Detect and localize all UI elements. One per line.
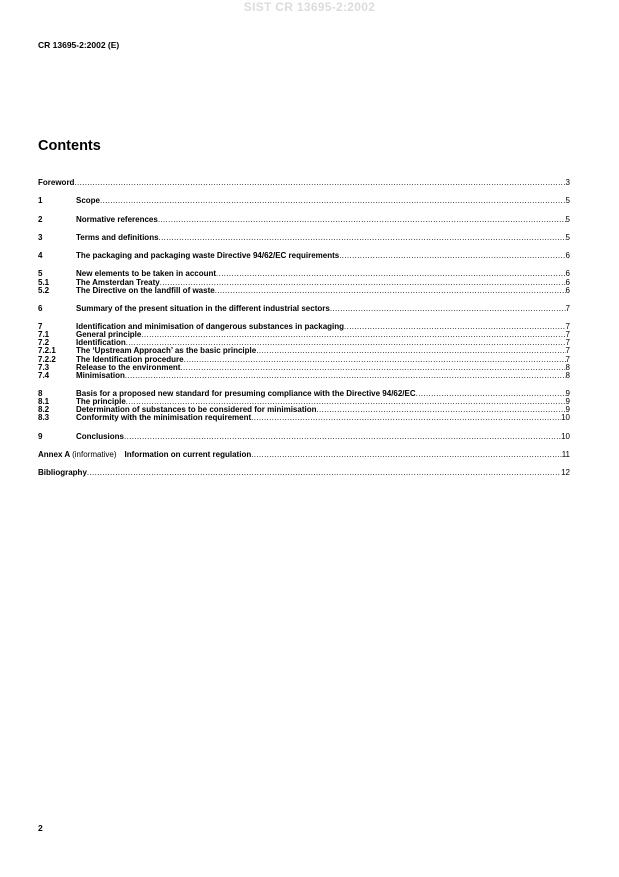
toc-page-number: 7 bbox=[565, 303, 570, 313]
dot-leader bbox=[184, 356, 566, 364]
toc-entry-text: Identification and minimisation of dangerous substances in packaging bbox=[76, 322, 345, 332]
toc-entry-text: The ‘Upstream Approach’ as the basic principle bbox=[76, 346, 257, 356]
toc-entry-foreword[interactable] bbox=[38, 179, 570, 187]
annex-label: Annex A bbox=[38, 449, 70, 459]
dot-leader bbox=[87, 469, 561, 477]
annex-note: (informative) bbox=[72, 449, 117, 459]
toc-page-number: 6 bbox=[565, 285, 570, 295]
toc-entry-text: Minimisation bbox=[76, 370, 125, 380]
dot-leader bbox=[158, 216, 566, 224]
dot-leader bbox=[125, 372, 566, 380]
toc-section-number: 7.2.2 bbox=[38, 354, 56, 364]
toc-section-number: 7.4 bbox=[38, 370, 50, 380]
toc-section-number: 7.3 bbox=[38, 362, 50, 372]
toc-page-number: 7 bbox=[565, 354, 570, 364]
toc-entry-text: Identification bbox=[76, 338, 126, 348]
toc-entry-text: The Amsterdan Treaty bbox=[76, 277, 160, 287]
toc-page-number: 7 bbox=[565, 322, 570, 332]
toc-entry-text: New elements to be taken in account bbox=[76, 269, 217, 279]
toc-page-number: 12 bbox=[561, 468, 570, 478]
toc-entry-4[interactable] bbox=[38, 252, 570, 260]
toc-entry-text: Terms and definitions bbox=[76, 232, 159, 242]
dot-leader bbox=[215, 287, 566, 295]
dot-leader bbox=[316, 406, 565, 414]
dot-leader bbox=[124, 433, 561, 441]
toc-page-number: 5 bbox=[565, 232, 570, 242]
toc-entry-text: The Directive on the landfill of waste bbox=[76, 285, 215, 295]
toc-page-number: 8 bbox=[565, 370, 570, 380]
toc-section-number: 7 bbox=[38, 322, 43, 332]
toc-page-number: 7 bbox=[565, 330, 570, 340]
toc-page-number: 10 bbox=[561, 431, 570, 441]
toc-section-number: 8 bbox=[38, 389, 43, 398]
toc-entry-annex-a[interactable] bbox=[38, 451, 570, 459]
dot-leader bbox=[339, 252, 565, 260]
dot-leader bbox=[216, 270, 566, 278]
toc-section-number: 7.1 bbox=[38, 330, 50, 340]
toc-page-number: 11 bbox=[561, 449, 570, 459]
dot-leader bbox=[141, 331, 565, 339]
dot-leader bbox=[330, 305, 566, 313]
toc-entry-8-3[interactable] bbox=[38, 414, 570, 422]
toc-section-number: 3 bbox=[38, 232, 43, 242]
toc-entry-5-2[interactable] bbox=[38, 287, 570, 295]
toc-section-number: 8.1 bbox=[38, 397, 50, 407]
toc-entry-9[interactable] bbox=[38, 433, 570, 441]
toc-page-number: 7 bbox=[565, 338, 570, 348]
toc-entry-3[interactable] bbox=[38, 234, 570, 242]
toc-section-number: 7.2.1 bbox=[38, 346, 56, 356]
toc-page-number: 6 bbox=[565, 251, 570, 261]
toc-entry-text: Bibliography bbox=[38, 468, 87, 478]
dot-leader bbox=[74, 179, 565, 187]
document-id: CR 13695-2:2002 (E) bbox=[38, 40, 120, 50]
toc-entry-text: Release to the environment bbox=[76, 362, 181, 372]
watermark: SIST CR 13695-2:2002 bbox=[243, 0, 376, 14]
dot-leader bbox=[180, 364, 565, 372]
dot-leader bbox=[159, 234, 566, 242]
toc-section-number: 5 bbox=[38, 269, 43, 279]
toc-entry-text: Foreword bbox=[38, 178, 75, 187]
toc-page-number: 9 bbox=[565, 397, 570, 407]
toc-entry-text: The principle bbox=[76, 397, 126, 407]
dot-leader bbox=[100, 197, 566, 205]
toc-page-number: 5 bbox=[565, 214, 570, 224]
toc-entry-text: Determination of substances to be considered for minimisation bbox=[76, 405, 317, 415]
toc-page-number: 6 bbox=[565, 269, 570, 279]
toc-entry-text bbox=[38, 451, 251, 459]
toc-section-number: 2 bbox=[38, 214, 43, 224]
table-of-contents bbox=[38, 179, 570, 477]
toc-section-number: 5.1 bbox=[38, 277, 50, 287]
dot-leader bbox=[416, 390, 566, 398]
toc-section-number: 8.2 bbox=[38, 405, 50, 415]
contents-title: Contents bbox=[38, 138, 101, 154]
toc-section-number: 8.3 bbox=[38, 413, 50, 423]
toc-page-number: 8 bbox=[565, 362, 570, 372]
toc-section-number: 5.2 bbox=[38, 285, 50, 295]
toc-page-number: 7 bbox=[565, 346, 570, 356]
page-number: 2 bbox=[38, 823, 43, 833]
toc-page-number: 3 bbox=[565, 178, 570, 187]
dot-leader bbox=[344, 323, 566, 331]
toc-entry-text: General principle bbox=[76, 330, 142, 340]
toc-entry-2[interactable] bbox=[38, 216, 570, 224]
toc-entry-text: Conformity with the minimisation requirement bbox=[76, 413, 252, 423]
toc-page-number: 9 bbox=[565, 405, 570, 415]
toc-entry-text: Scope bbox=[76, 196, 101, 206]
dot-leader bbox=[160, 279, 566, 287]
toc-section-number: 4 bbox=[38, 251, 43, 261]
toc-entry-text: The Identification procedure bbox=[76, 354, 184, 364]
dot-leader bbox=[251, 451, 561, 459]
toc-page-number: 10 bbox=[561, 413, 570, 423]
annex-title: Information on current regulation bbox=[124, 449, 252, 459]
toc-entry-7-4[interactable] bbox=[38, 372, 570, 380]
dot-leader bbox=[251, 414, 561, 422]
toc-entry-text: Conclusions bbox=[76, 431, 125, 441]
toc-entry-text: Basis for a proposed new standard for presuming compliance with the Directive 94/62/EC bbox=[76, 389, 416, 398]
toc-section-number: 6 bbox=[38, 303, 43, 313]
toc-page-number: 6 bbox=[565, 277, 570, 287]
toc-entry-text: Summary of the present situation in the different industrial sectors bbox=[76, 303, 330, 313]
toc-entry-bibliography[interactable] bbox=[38, 469, 570, 477]
toc-entry-1[interactable] bbox=[38, 197, 570, 205]
toc-entry-text: The packaging and packaging waste Directive 94/62/EC requirements bbox=[76, 251, 340, 261]
dot-leader bbox=[256, 347, 565, 355]
toc-section-number: 7.2 bbox=[38, 338, 50, 348]
toc-entry-text: Normative references bbox=[76, 214, 158, 224]
toc-section-number: 9 bbox=[38, 431, 43, 441]
toc-entry-6[interactable] bbox=[38, 305, 570, 313]
toc-section-number: 1 bbox=[38, 196, 43, 206]
toc-page-number: 5 bbox=[565, 196, 570, 206]
toc-page-number: 9 bbox=[565, 389, 570, 398]
